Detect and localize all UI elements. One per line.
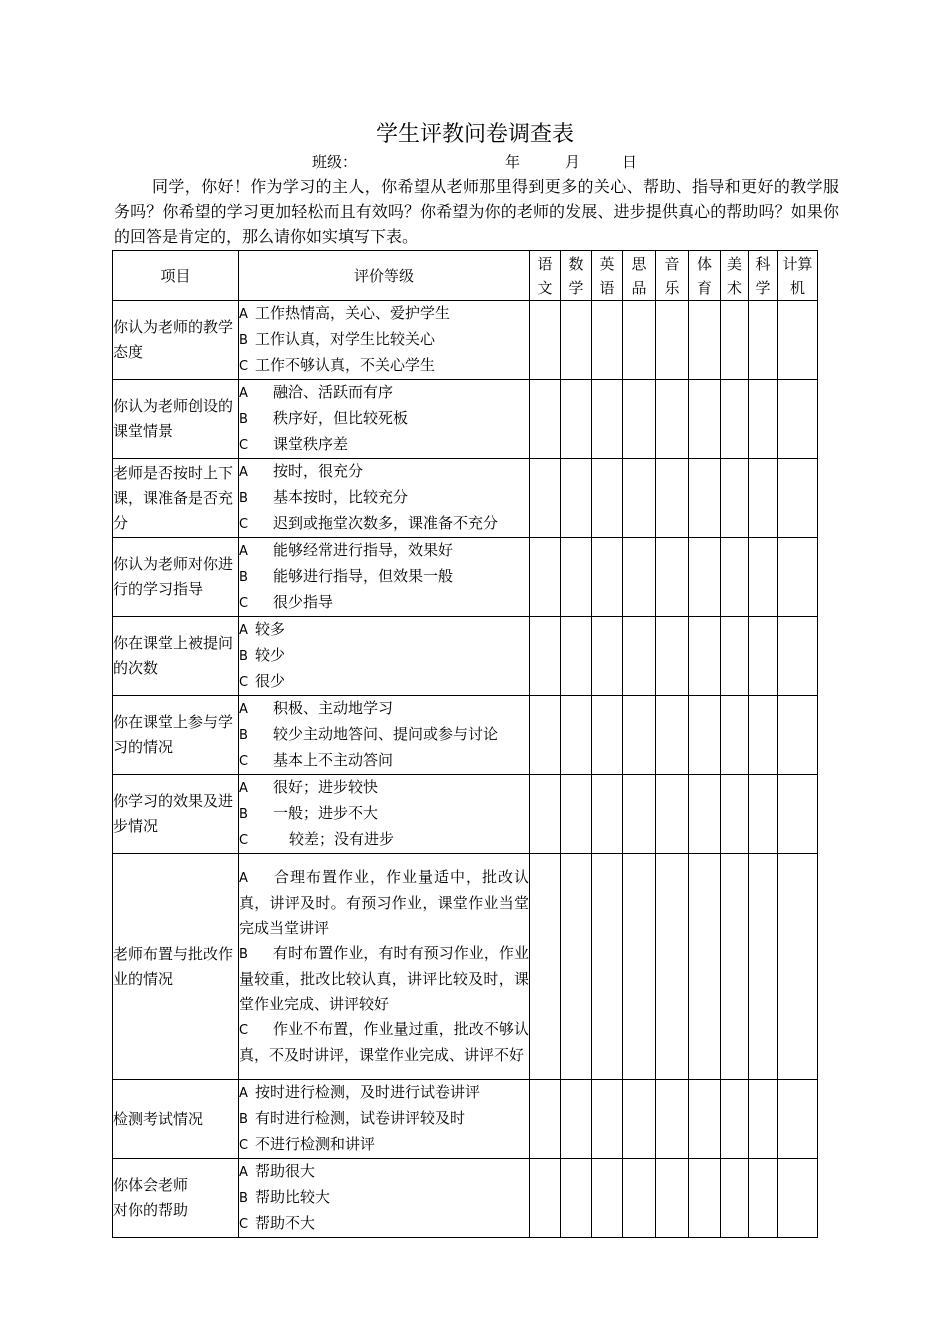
row-item: 你体会老师 对你的帮助 — [113, 1159, 239, 1238]
rating-cell[interactable] — [721, 459, 749, 538]
rating-cell[interactable] — [689, 380, 721, 459]
rating-cell[interactable] — [530, 1159, 561, 1238]
rating-cell[interactable] — [623, 617, 656, 696]
header-grade: 评价等级 — [239, 251, 530, 301]
rating-cell[interactable] — [689, 854, 721, 1080]
rating-cell[interactable] — [623, 775, 656, 854]
rating-cell[interactable] — [656, 775, 689, 854]
rating-cell[interactable] — [749, 1080, 778, 1159]
class-date-line — [0, 150, 950, 174]
rating-cell[interactable] — [721, 380, 749, 459]
header-subject-pe: 体育 — [689, 251, 721, 301]
rating-cell[interactable] — [592, 380, 623, 459]
rating-cell[interactable] — [778, 617, 818, 696]
table-row — [113, 1159, 818, 1238]
rating-cell[interactable] — [561, 301, 592, 380]
class-label: 班级： — [312, 153, 358, 171]
rating-cell[interactable] — [721, 854, 749, 1080]
rating-cell[interactable] — [749, 459, 778, 538]
rating-cell[interactable] — [656, 380, 689, 459]
rating-cell[interactable] — [592, 538, 623, 617]
row-item: 你学习的效果及进步情况 — [113, 775, 239, 854]
table-row — [113, 538, 818, 617]
rating-cell[interactable] — [561, 1159, 592, 1238]
rating-cell[interactable] — [721, 538, 749, 617]
row-item: 老师是否按时上下课，课准备是否充分 — [113, 459, 239, 538]
rating-cell[interactable] — [530, 538, 561, 617]
row-options: A 能够经常进行指导，效果好 B 能够进行指导，但效果一般 C 很少指导 — [239, 538, 530, 617]
rating-cell[interactable] — [656, 1159, 689, 1238]
rating-cell[interactable] — [749, 380, 778, 459]
rating-cell[interactable] — [592, 1080, 623, 1159]
rating-cell[interactable] — [656, 617, 689, 696]
rating-cell[interactable] — [778, 1080, 818, 1159]
rating-cell[interactable] — [689, 617, 721, 696]
rating-cell[interactable] — [592, 617, 623, 696]
rating-cell[interactable] — [592, 301, 623, 380]
rating-cell[interactable] — [721, 1080, 749, 1159]
row-options: A 帮助很大 B 帮助比较大 C 帮助不大 — [239, 1159, 530, 1238]
rating-cell[interactable] — [721, 301, 749, 380]
rating-cell[interactable] — [749, 775, 778, 854]
rating-cell[interactable] — [721, 775, 749, 854]
rating-cell[interactable] — [530, 854, 561, 1080]
rating-cell[interactable] — [561, 380, 592, 459]
rating-cell[interactable] — [778, 459, 818, 538]
rating-cell[interactable] — [561, 1080, 592, 1159]
header-subject-music: 音乐 — [656, 251, 689, 301]
header-subject-english: 英语 — [592, 251, 623, 301]
row-item: 你认为老师的教学态度 — [113, 301, 239, 380]
rating-cell[interactable] — [623, 1159, 656, 1238]
rating-cell[interactable] — [530, 459, 561, 538]
table-row — [113, 775, 818, 854]
rating-cell[interactable] — [721, 696, 749, 775]
rating-cell[interactable] — [656, 854, 689, 1080]
table-row — [113, 301, 818, 380]
table-row — [113, 380, 818, 459]
rating-cell[interactable] — [749, 617, 778, 696]
rating-cell[interactable] — [623, 459, 656, 538]
rating-cell[interactable] — [689, 1080, 721, 1159]
rating-cell[interactable] — [561, 617, 592, 696]
rating-cell[interactable] — [530, 301, 561, 380]
year-label: 年 — [505, 153, 521, 171]
rating-cell[interactable] — [623, 538, 656, 617]
rating-cell[interactable] — [689, 538, 721, 617]
rating-cell[interactable] — [592, 459, 623, 538]
row-options: A 融洽、活跃而有序 B 秩序好，但比较死板 C 课堂秩序差 — [239, 380, 530, 459]
row-options: A 按时，很充分 B 基本按时，比较充分 C 迟到或拖堂次数多，课准备不充分 — [239, 459, 530, 538]
rating-cell[interactable] — [778, 696, 818, 775]
row-item: 你认为老师对你进行的学习指导 — [113, 538, 239, 617]
rating-cell[interactable] — [623, 696, 656, 775]
rating-cell[interactable] — [721, 1159, 749, 1238]
rating-cell[interactable] — [530, 617, 561, 696]
rating-cell[interactable] — [530, 775, 561, 854]
rating-cell[interactable] — [778, 301, 818, 380]
row-options: A 按时进行检测，及时进行试卷讲评 B 有时进行检测，试卷讲评较及时 C 不进行检测和讲评 — [239, 1080, 530, 1159]
rating-cell[interactable] — [689, 459, 721, 538]
header-subject-science: 科学 — [749, 251, 778, 301]
rating-cell[interactable] — [561, 854, 592, 1080]
row-item: 检测考试情况 — [113, 1080, 239, 1159]
rating-cell[interactable] — [561, 459, 592, 538]
table-row — [113, 696, 818, 775]
table-row — [113, 617, 818, 696]
row-item: 你在课堂上参与学习的情况 — [113, 696, 239, 775]
rating-cell[interactable] — [561, 775, 592, 854]
rating-cell[interactable] — [530, 696, 561, 775]
day-label: 日 — [622, 153, 638, 171]
row-options: A 积极、主动地学习 B 较少主动地答问、提问或参与讨论 C 基本上不主动答问 — [239, 696, 530, 775]
rating-cell[interactable] — [592, 775, 623, 854]
rating-cell[interactable] — [561, 538, 592, 617]
rating-cell[interactable] — [656, 696, 689, 775]
rating-cell[interactable] — [778, 380, 818, 459]
month-label: 月 — [565, 153, 581, 171]
rating-cell[interactable] — [778, 538, 818, 617]
rating-cell[interactable] — [530, 1080, 561, 1159]
rating-cell[interactable] — [592, 854, 623, 1080]
rating-cell[interactable] — [623, 301, 656, 380]
rating-cell[interactable] — [656, 538, 689, 617]
rating-cell[interactable] — [749, 301, 778, 380]
rating-cell[interactable] — [561, 696, 592, 775]
row-options: A 合理布置作业，作业量适中，批改认真，讲评及时。有预习作业，课堂作业当堂完成当堂讲评 B 有时布置作业，有时有预习作业，作业量较重，批改比较认真，讲评比较及时，课堂作业完成、讲评较好 C 作业不布置，作业量过重，批改不够认真，不及时讲评，课堂作业完成、讲评不好 — [239, 854, 530, 1080]
rating-cell[interactable] — [623, 380, 656, 459]
row-item: 你认为老师创设的课堂情景 — [113, 380, 239, 459]
header-subject-chinese: 语文 — [530, 251, 561, 301]
table-header-row — [113, 251, 818, 301]
row-options: A 较多 B 较少 C 很少 — [239, 617, 530, 696]
header-item: 项目 — [113, 251, 239, 301]
header-subject-art: 美术 — [721, 251, 749, 301]
row-options: A 很好；进步较快 B 一般；进步不大 C 较差；没有进步 — [239, 775, 530, 854]
rating-cell[interactable] — [530, 380, 561, 459]
row-item: 老师布置与批改作业的情况 — [113, 854, 239, 1080]
rating-cell[interactable] — [778, 775, 818, 854]
table-row — [113, 1080, 818, 1159]
rating-cell[interactable] — [623, 1080, 656, 1159]
rating-cell[interactable] — [749, 696, 778, 775]
rating-cell[interactable] — [656, 459, 689, 538]
rating-cell[interactable] — [689, 696, 721, 775]
rating-cell[interactable] — [656, 1080, 689, 1159]
header-subject-math: 数学 — [561, 251, 592, 301]
rating-cell[interactable] — [623, 854, 656, 1080]
page-title: 学生评教问卷调查表 — [375, 122, 574, 147]
rating-cell[interactable] — [592, 1159, 623, 1238]
intro-paragraph: 同学，你好！作为学习的主人，你希望从老师那里得到更多的关心、帮助、指导和更好的教学服务吗？你希望的学习更加轻松而且有效吗？你希望为你的老师的发展、进步提供真心的帮助吗？如果你的回答是肯定的，那么请你如实填写下表。 — [114, 177, 839, 246]
rating-cell[interactable] — [689, 775, 721, 854]
rating-cell[interactable] — [592, 696, 623, 775]
rating-cell[interactable] — [749, 538, 778, 617]
row-options: A 工作热情高，关心、爱护学生 B 工作认真，对学生比较关心 C 工作不够认真，不关心学生 — [239, 301, 530, 380]
rating-cell[interactable] — [749, 854, 778, 1080]
rating-cell[interactable] — [778, 1159, 818, 1238]
row-item: 你在课堂上被提问的次数 — [113, 617, 239, 696]
table-row — [113, 459, 818, 538]
rating-cell[interactable] — [689, 1159, 721, 1238]
rating-cell[interactable] — [749, 1159, 778, 1238]
rating-cell[interactable] — [689, 301, 721, 380]
header-subject-morality: 思品 — [623, 251, 656, 301]
table-row — [113, 854, 818, 1080]
rating-cell[interactable] — [778, 854, 818, 1080]
header-subject-computer: 计算机 — [778, 251, 818, 301]
evaluation-table — [112, 250, 818, 1238]
rating-cell[interactable] — [656, 301, 689, 380]
rating-cell[interactable] — [721, 617, 749, 696]
